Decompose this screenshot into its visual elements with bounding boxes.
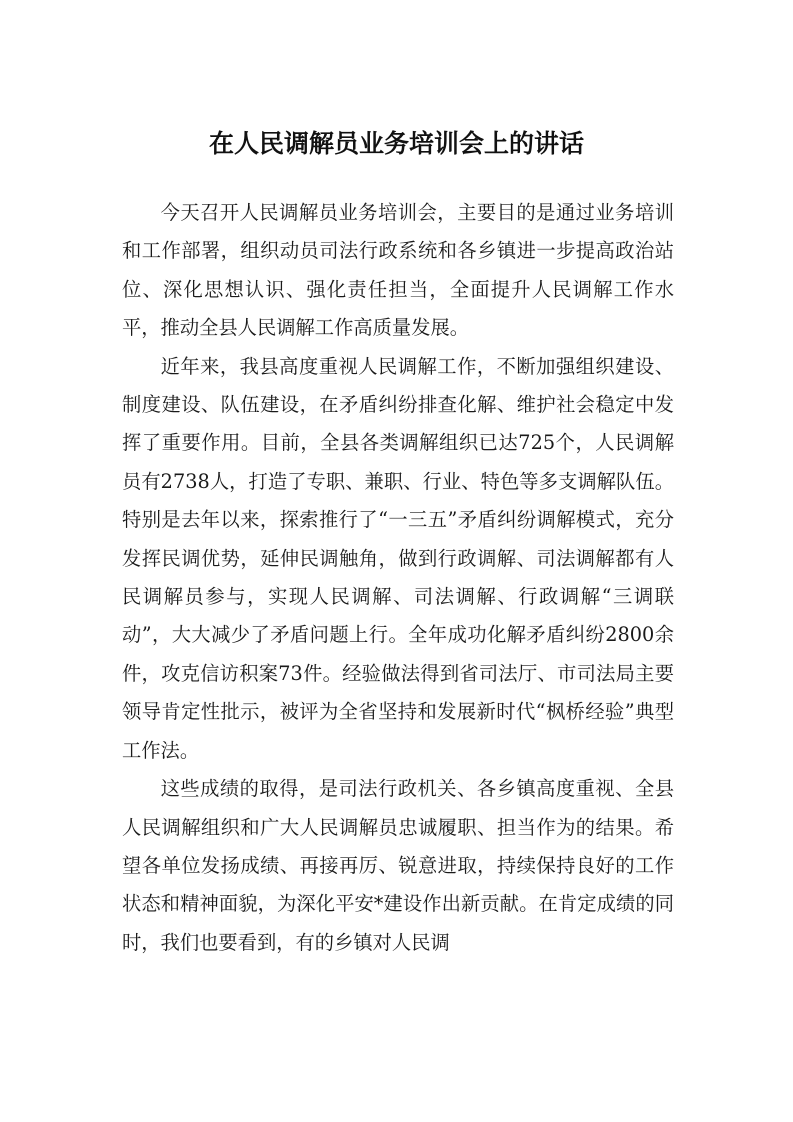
- document-title: 在人民调解员业务培训会上的讲话: [208, 129, 584, 158]
- paragraph-opening: 今天召开人民调解员业务培训会，主要目的是通过业务培训和工作部署，组织动员司法行政系统和各乡镇进一步提高政治站位、深化思想认识、强化责任担当，全面提升人民调解工作水平，推动全县人民调解工作高质量发展。: [122, 201, 674, 340]
- document-body: [122, 194, 674, 962]
- paragraph-achievements: 近年来，我县高度重视人民调解工作，不断加强组织建设、制度建设、队伍建设，在矛盾纠纷排查化解、维护社会稳定中发挥了重要作用。目前，全县各类调解组织已达725个，人民调解员有2738人，打造了专职、兼职、行业、特色等多支调解队伍。特别是去年以来，探索推行了“一三五”矛盾纠纷调解模式，充分发挥民调优势，延伸民调触角，做到行政调解、司法调解都有人民调解员参与，实现人民调解、司法调解、行政调解“三调联动”，大大减少了矛盾问题上行。全年成功化解矛盾纠纷2800余件，攻克信访积案73件。经验做法得到省司法厅、市司法局主要领导肯定性批示，被评为全省坚持和发展新时代“枫桥经验”典型工作法。: [122, 354, 674, 762]
- paragraph-acknowledgement: 这些成绩的取得，是司法行政机关、各乡镇高度重视、全县人民调解组织和广大人民调解员忠诚履职、担当作为的结果。希望各单位发扬成绩、再接再厉、锐意进取，持续保持良好的工作状态和精神面貌，为深化平安*建设作出新贡献。在肯定成绩的同时，我们也要看到，有的乡镇对人民调: [122, 777, 674, 954]
